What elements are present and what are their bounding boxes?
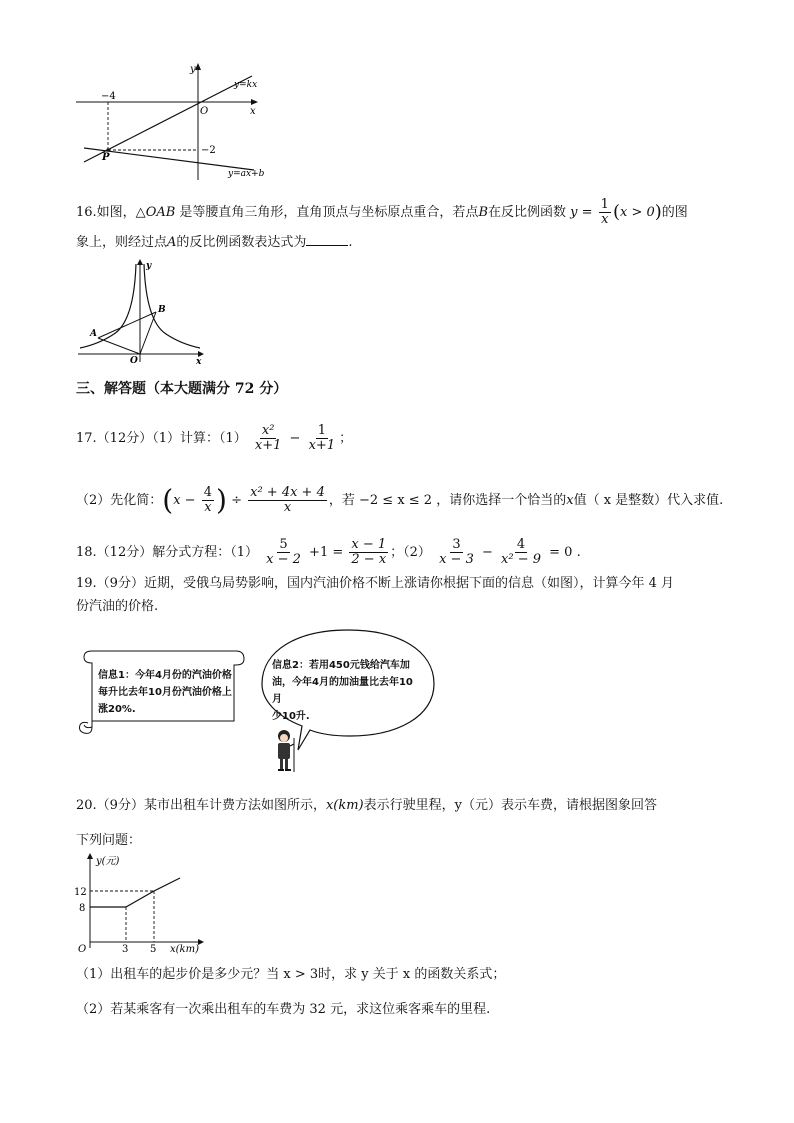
graph20-tick-12: 12	[74, 887, 87, 898]
graph-q15	[76, 62, 266, 182]
q17-part1: 17.（12分）（1）计算：（1） $\frac{\text{x²}}{x+1}$ − $\frac{1}{x+1}$ ；	[76, 423, 353, 453]
graph15-y-tick: −2	[201, 145, 216, 156]
graph15-line-kx: y=kx	[234, 80, 258, 90]
graph16-point-a: A	[90, 329, 97, 339]
q20-line2: 下列问题：	[76, 833, 142, 848]
graph20-tick-5: 5	[150, 944, 157, 954]
graph15-line-axb: y=ax+b	[228, 169, 265, 179]
graph16-x-label: x	[196, 357, 202, 364]
graph20-x-label: x(km)	[170, 944, 199, 954]
q20-sub2: （2）若某乘客有一次乘出租车的车费为 32 元，求这位乘客乘车的里程.	[76, 1002, 491, 1017]
graph15-x-tick: −4	[101, 91, 116, 102]
q19-line2: 份汽油的价格.	[76, 599, 159, 614]
q16-line2: 象上，则经过点A的反比例函数表达式为 .	[76, 235, 353, 250]
graph20-y-label: y(元)	[96, 856, 120, 867]
graph16-y-label: y	[146, 261, 152, 271]
graph16-point-b: B	[158, 305, 166, 315]
person-illustration	[270, 728, 302, 774]
q18-line: 18.（12分）解分式方程：（1） $\frac{5}{x - 2}$ +1 = $\frac{x - 1}{2 - x}$ ；（2） $\frac{3}{x - 3}$ − $\frac{4}{\text{x² − 9}}$ = 0 .	[76, 537, 581, 567]
info1-text: 信息1：今年4月份的汽油价格 每升比去年10月份汽油价格上 涨20%.	[98, 670, 232, 715]
graph15-x-label: x	[250, 106, 256, 117]
section-heading: 三、解答题（本大题满分 72 分）	[76, 381, 288, 397]
q20-line1: 20.（9分）某市出租车计费方法如图所示，x(km)表示行驶里程，y（元）表示车费，请根据图象回答	[76, 798, 658, 813]
graph16-origin: O	[130, 356, 138, 364]
q16-line1: 16.如图，△OAB 是等腰直角三角形，直角顶点与坐标原点重合，若点B在反比例函数 y = $\frac{1}{x}$ (x > 0)的图	[76, 197, 688, 227]
graph20-tick-8: 8	[79, 903, 86, 914]
graph-q16	[76, 256, 208, 364]
graph20-origin: O	[78, 944, 87, 954]
graph15-point-p: P	[102, 152, 110, 163]
graph-q20	[72, 852, 212, 954]
q19-line1: 19.（9分）近期，受俄乌局势影响，国内汽油价格不断上涨请你根据下面的信息（如图），计算今年 4 月	[76, 576, 674, 591]
q16-fraction: $\frac{1}{x}$	[600, 197, 609, 227]
q17-part2: （2）先化简：(x − $\frac{4}{x}$ ) ÷ $\frac{\text{x² + 4x + 4}}{x}$ ，若 −2 ≤ x ≤ 2 ，请你选择一个恰当的x值（ x 是整数）代入求值.	[76, 483, 724, 517]
graph15-y-label: y	[190, 64, 196, 75]
graph20-tick-3: 3	[122, 944, 129, 954]
info2-text: 信息2：若用450元钱给汽车加 油，今年4月的加油量比去年10月 少10升.	[272, 660, 413, 722]
answer-blank	[306, 233, 348, 246]
graph15-origin: O	[200, 106, 209, 117]
q20-sub1: （1）出租车的起步价是多少元？当 x > 3时，求 y 关于 x 的函数关系式；	[76, 967, 506, 982]
